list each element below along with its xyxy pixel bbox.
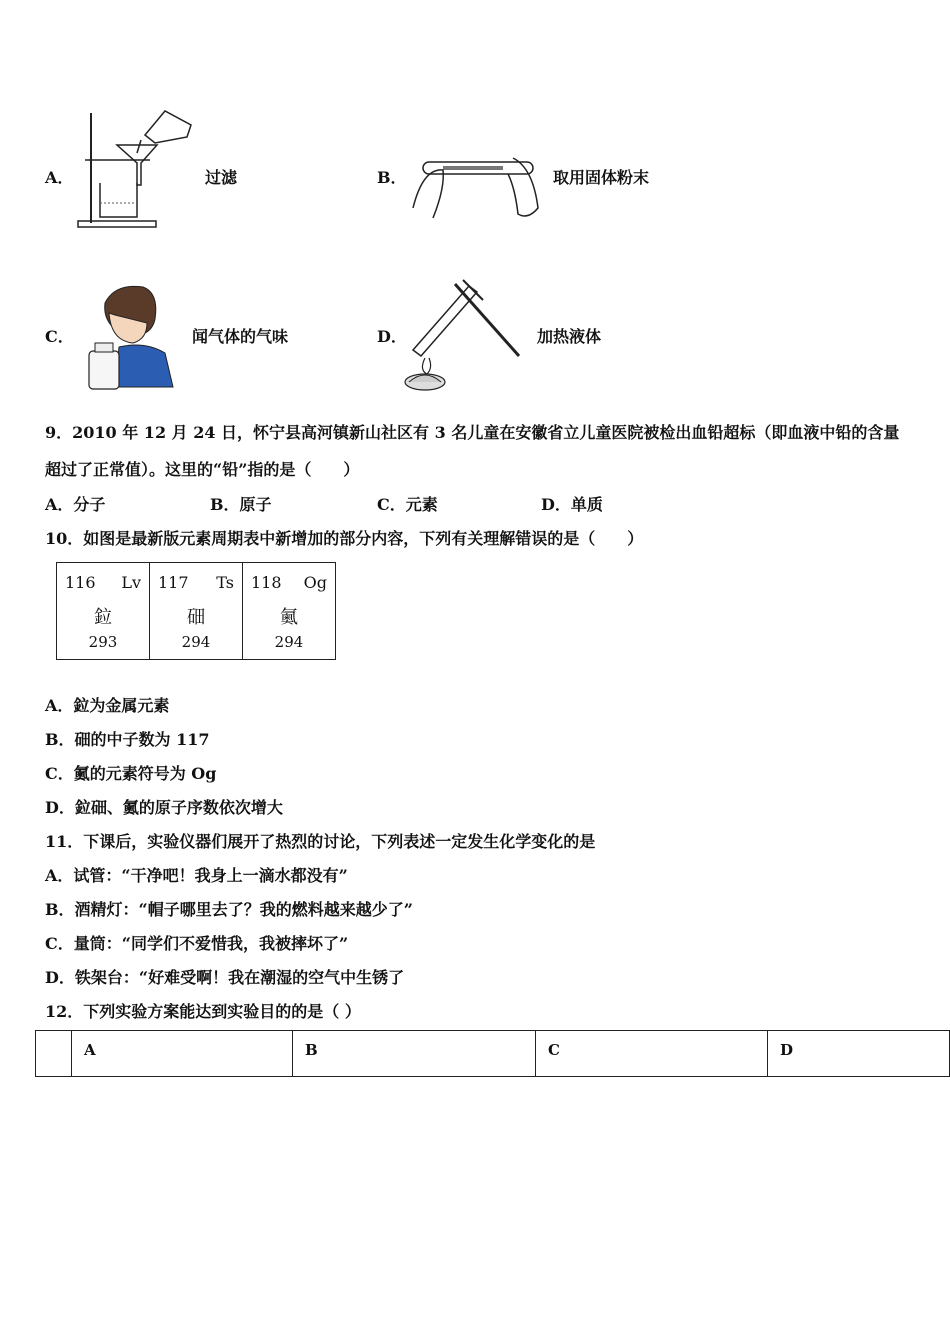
q8-option-b-letter: B． — [377, 168, 407, 187]
element-mass: 293 — [88, 633, 118, 651]
q8-option-a-caption: 过滤 — [205, 168, 238, 187]
element-number: 116 — [65, 573, 96, 592]
q8-option-c-caption: 闻气体的气味 — [192, 327, 289, 346]
q12-options-table — [35, 1030, 950, 1077]
q10-option-d: D．鉝鿬、鿫的原子序数依次增大 — [45, 798, 283, 817]
element-symbol: Ts — [216, 573, 234, 592]
element-symbol: Og — [303, 573, 327, 592]
q10-option-b: B．鿬的中子数为 117 — [45, 730, 210, 749]
q9-option-b: B．原子 — [210, 495, 272, 514]
q8-option-c-letter: C． — [45, 327, 74, 346]
q8-option-d-caption: 加热液体 — [537, 327, 602, 346]
q10-stem: 10．如图是最新版元素周期表中新增加的部分内容，下列有关理解错误的是（ ） — [45, 529, 644, 548]
element-symbol: Lv — [121, 573, 141, 592]
element-cell-116 — [57, 563, 150, 660]
element-number: 117 — [158, 573, 189, 592]
periodic-table-excerpt — [56, 562, 336, 660]
element-mass: 294 — [181, 633, 211, 651]
q11-option-d: D．铁架台：“好难受啊！我在潮湿的空气中生锈了 — [45, 968, 405, 987]
element-mass: 294 — [274, 633, 304, 651]
q10-option-c: C．鿫的元素符号为 Og — [45, 764, 217, 783]
q12-header-d: D — [768, 1031, 950, 1077]
q9-option-a: A．分子 — [45, 495, 106, 514]
q11-stem: 11．下课后，实验仪器们展开了热烈的讨论，下列表述一定发生化学变化的是 — [45, 832, 596, 851]
filtration-apparatus-icon — [75, 105, 195, 230]
q8-option-a-letter: A． — [45, 168, 74, 187]
q12-header-a: A — [72, 1031, 293, 1077]
element-name: 鿬 — [187, 607, 205, 628]
q9-option-c: C．元素 — [377, 495, 438, 514]
q11-option-c: C．量筒：“同学们不爱惜我，我被摔坏了” — [45, 934, 349, 953]
element-name: 鉝 — [94, 607, 112, 628]
heating-liquid-icon — [403, 278, 528, 393]
element-name: 鿫 — [280, 607, 298, 628]
q9-stem-line2: 超过了正常值）。这里的“铅”指的是（ ） — [45, 460, 360, 479]
element-number: 118 — [251, 573, 282, 592]
q12-header-blank — [36, 1031, 72, 1077]
element-cell-117 — [150, 563, 243, 660]
q11-option-b: B．酒精灯：“帽子哪里去了？我的燃料越来越少了” — [45, 900, 413, 919]
q9-stem-line1: 9．2010 年 12 月 24 日，怀宁县高河镇新山社区有 3 名儿童在安徽省立儿童医院被检出血铅超标（即血液中铅的含量 — [45, 423, 900, 442]
element-cell-118 — [243, 563, 336, 660]
q12-stem: 12．下列实验方案能达到实验目的的是（ ） — [45, 1002, 361, 1021]
test-tube-powder-icon — [403, 148, 548, 228]
q10-option-a: A．鉝为金属元素 — [45, 696, 170, 715]
q8-option-b-caption: 取用固体粉末 — [553, 168, 650, 187]
q9-option-d: D．单质 — [541, 495, 603, 514]
q12-header-c: C — [536, 1031, 768, 1077]
smelling-gas-icon — [85, 283, 180, 393]
q12-header-b: B — [293, 1031, 536, 1077]
q11-option-a: A．试管：“干净吧！我身上一滴水都没有” — [45, 866, 348, 885]
q8-option-d-letter: D． — [377, 327, 407, 346]
